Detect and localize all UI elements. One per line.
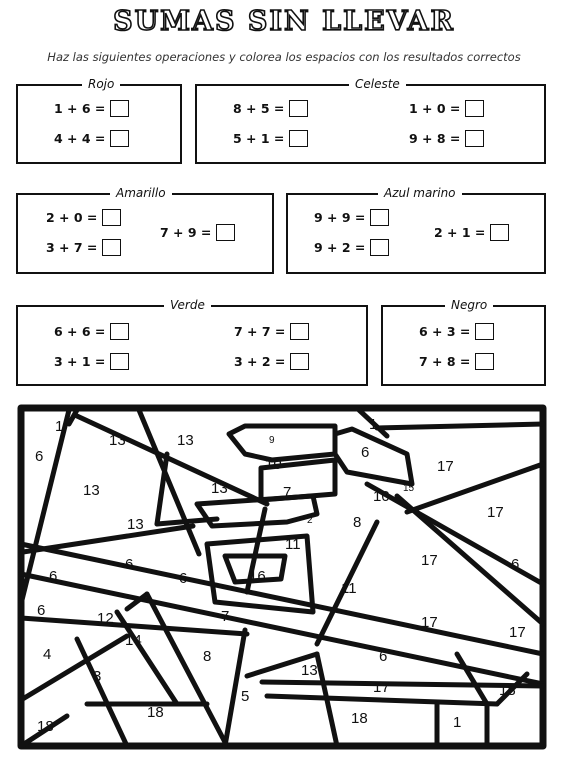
color-by-number-puzzle[interactable] <box>17 404 547 750</box>
puzzle-region-number[interactable]: 13 <box>211 480 228 497</box>
group-label: Azul marino <box>378 184 462 202</box>
problem: 3 + 2 = <box>234 353 309 370</box>
problem: 7 + 8 = <box>419 353 494 370</box>
puzzle-region-number[interactable]: 8 <box>203 648 212 665</box>
group-label: Rojo <box>82 75 120 93</box>
group-label: Amarillo <box>110 184 172 202</box>
answer-box[interactable] <box>102 239 121 256</box>
puzzle-region-number[interactable]: 11 <box>341 580 357 597</box>
problem: 8 + 5 = <box>233 100 308 117</box>
answer-box[interactable] <box>216 224 235 241</box>
puzzle-region-number[interactable]: 17 <box>509 624 526 641</box>
group-amarillo <box>16 186 274 274</box>
puzzle-region-number[interactable]: 15 <box>403 483 415 494</box>
problem: 9 + 9 = <box>314 209 389 226</box>
problem: 3 + 1 = <box>54 353 129 370</box>
puzzle-region-number[interactable]: 7 <box>283 484 292 501</box>
puzzle-region-number[interactable]: 6 <box>179 570 188 587</box>
problem: 3 + 7 = <box>46 239 121 256</box>
group-label: Celeste <box>349 75 406 93</box>
problem: 9 + 2 = <box>314 239 389 256</box>
group-label: Negro <box>445 296 493 314</box>
puzzle-region-number[interactable]: 11 <box>285 536 301 553</box>
group-celeste <box>195 77 546 164</box>
answer-box[interactable] <box>490 224 509 241</box>
answer-box[interactable] <box>290 323 309 340</box>
puzzle-region-number[interactable]: 6 <box>37 602 46 619</box>
puzzle-region-number[interactable]: 10 <box>373 488 390 505</box>
puzzle-region-number[interactable]: 1 <box>453 714 462 731</box>
puzzle-region-number[interactable]: 13 <box>177 432 194 449</box>
problem: 1 + 0 = <box>409 100 484 117</box>
answer-box[interactable] <box>110 323 129 340</box>
group-negro <box>381 298 546 386</box>
puzzle-region-number[interactable]: 1 <box>369 416 378 433</box>
puzzle-region-number[interactable]: 18 <box>499 682 516 699</box>
puzzle-region-number[interactable]: 7 <box>221 608 230 625</box>
puzzle-region-number[interactable]: 13 <box>83 482 100 499</box>
answer-box[interactable] <box>370 209 389 226</box>
group-rojo <box>16 77 182 164</box>
puzzle-region-number[interactable]: 13 <box>127 516 144 533</box>
problem: 7 + 9 = <box>160 224 235 241</box>
puzzle-region-number[interactable]: 4 <box>43 646 52 663</box>
answer-box[interactable] <box>289 100 308 117</box>
answer-box[interactable] <box>110 353 129 370</box>
puzzle-region-number[interactable]: 6 <box>35 448 44 465</box>
puzzle-region-number[interactable]: 3 <box>93 668 102 685</box>
problem: 1 + 6 = <box>54 100 129 117</box>
puzzle-region-number[interactable]: 17 <box>373 679 390 696</box>
puzzle-region-number[interactable]: 6 <box>125 556 134 573</box>
puzzle-region-number[interactable]: 6 <box>361 444 370 461</box>
problem: 4 + 4 = <box>54 130 129 147</box>
puzzle-region-number[interactable]: 16 <box>249 568 266 585</box>
answer-box[interactable] <box>102 209 121 226</box>
problem: 2 + 1 = <box>434 224 509 241</box>
answer-box[interactable] <box>475 323 494 340</box>
problem: 7 + 7 = <box>234 323 309 340</box>
answer-box[interactable] <box>475 353 494 370</box>
instructions: Haz las siguientes operaciones y colorea los espacios con los resultados correctos <box>47 50 521 64</box>
puzzle-region-number[interactable]: 13 <box>109 432 126 449</box>
problem: 9 + 8 = <box>409 130 484 147</box>
problem: 6 + 3 = <box>419 323 494 340</box>
puzzle-region-number[interactable]: 10 <box>265 456 282 473</box>
problem: 2 + 0 = <box>46 209 121 226</box>
answer-box[interactable] <box>110 100 129 117</box>
answer-box[interactable] <box>290 353 309 370</box>
puzzle-region-number[interactable]: 6 <box>49 568 58 585</box>
answer-box[interactable] <box>289 130 308 147</box>
puzzle-region-number[interactable]: 17 <box>487 504 504 521</box>
worksheet-title: SUMAS SIN LLEVAR <box>113 6 455 37</box>
answer-box[interactable] <box>110 130 129 147</box>
puzzle-region-number[interactable]: 14 <box>125 632 142 649</box>
puzzle-region-number[interactable]: 6 <box>511 556 520 573</box>
puzzle-region-number[interactable]: 17 <box>421 614 438 631</box>
puzzle-region-number[interactable]: 17 <box>437 458 454 475</box>
puzzle-region-number[interactable]: 5 <box>241 688 250 705</box>
puzzle-region-number[interactable]: 1 <box>55 418 64 435</box>
puzzle-region-number[interactable]: 12 <box>97 610 114 627</box>
puzzle-region-number[interactable]: 18 <box>37 718 54 735</box>
puzzle-region-number[interactable]: 18 <box>351 710 368 727</box>
puzzle-region-number[interactable]: 17 <box>421 552 438 569</box>
group-verde <box>16 298 368 386</box>
group-azul-marino <box>286 186 546 274</box>
answer-box[interactable] <box>465 100 484 117</box>
puzzle-region-number[interactable]: 18 <box>147 704 164 721</box>
answer-box[interactable] <box>370 239 389 256</box>
puzzle-region-number[interactable]: 13 <box>301 662 318 679</box>
puzzle-region-number[interactable]: 8 <box>353 514 362 531</box>
puzzle-region-number[interactable]: 2 <box>307 515 313 526</box>
problem: 6 + 6 = <box>54 323 129 340</box>
group-label: Verde <box>164 296 211 314</box>
puzzle-region-number[interactable]: 6 <box>379 648 388 665</box>
answer-box[interactable] <box>465 130 484 147</box>
puzzle-region-number[interactable]: 9 <box>269 435 275 446</box>
problem: 5 + 1 = <box>233 130 308 147</box>
